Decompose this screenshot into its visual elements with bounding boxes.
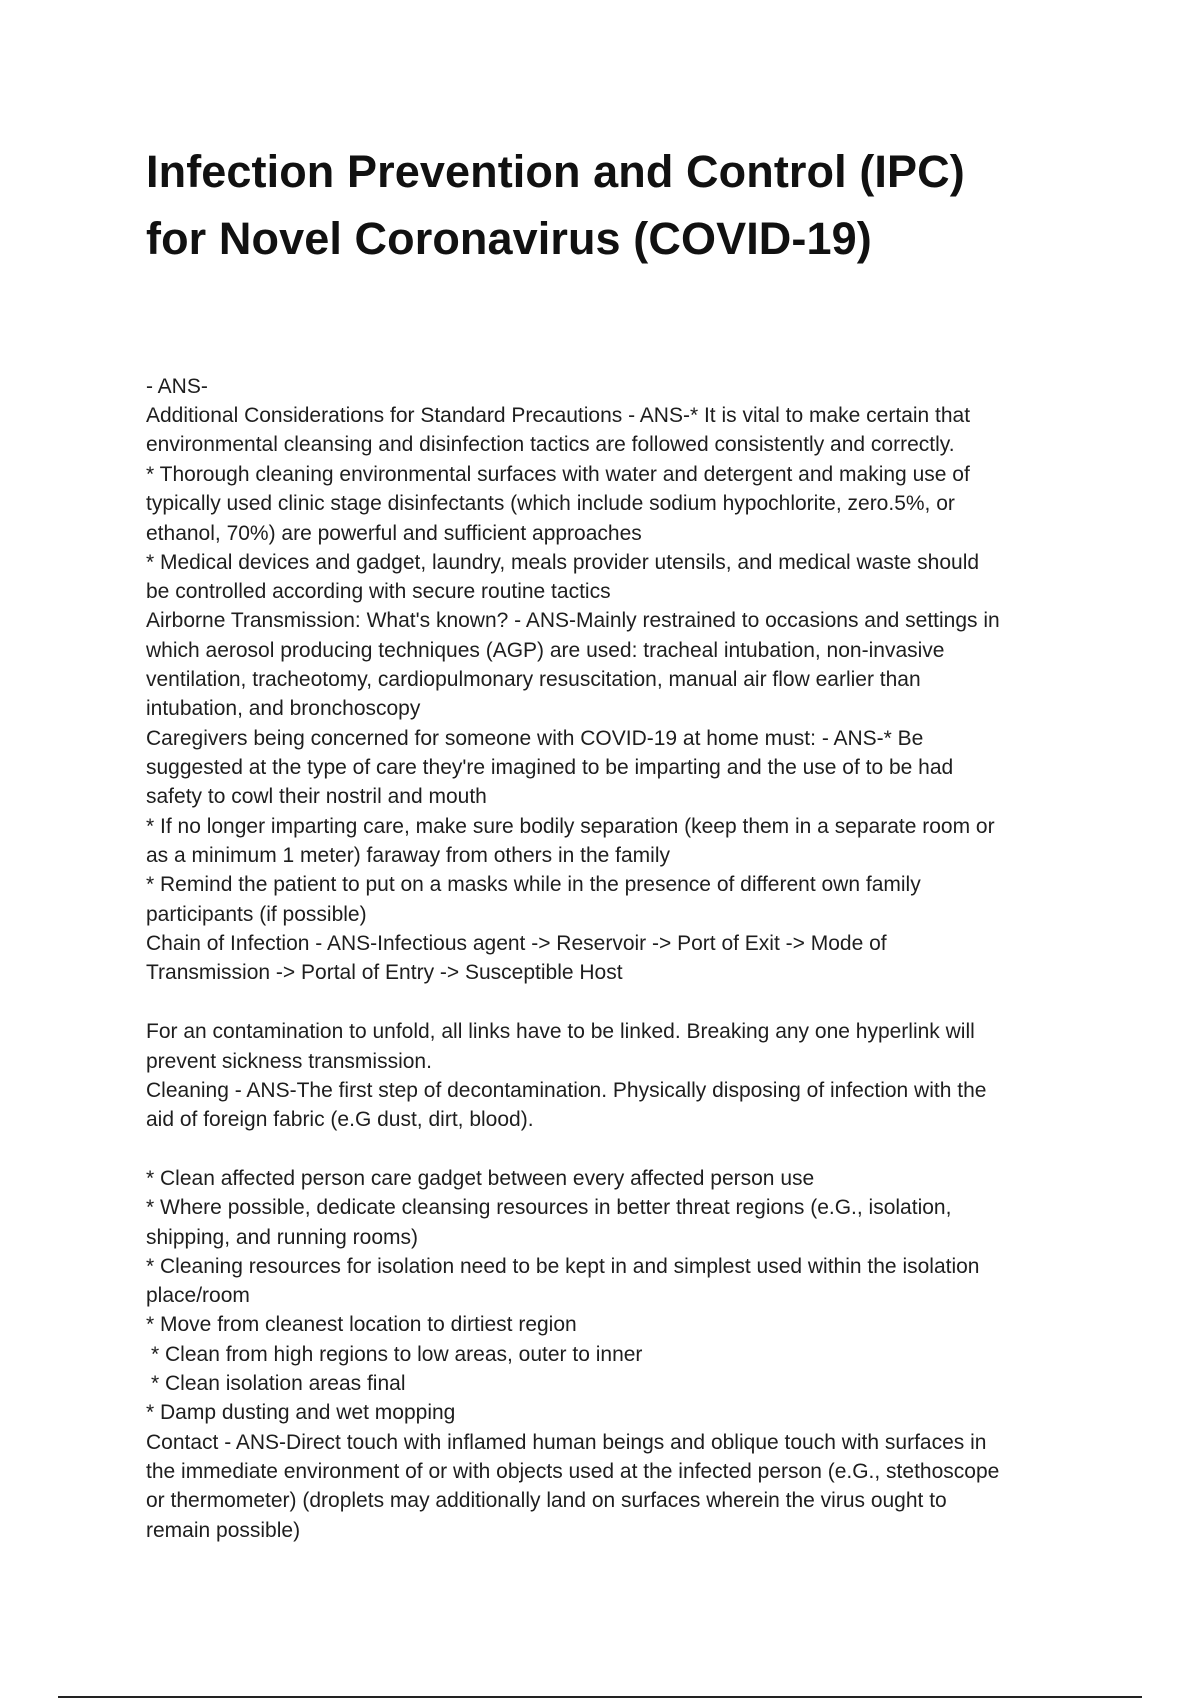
body-line: or thermometer) (droplets may additionally land on surfaces wherein the virus ought to	[146, 1489, 947, 1512]
body-line: * Remind the patient to put on a masks while in the presence of different own family	[146, 873, 921, 896]
footer-divider	[58, 1696, 1142, 1698]
body-line: For an contamination to unfold, all links have to be linked. Breaking any one hyperlink will	[146, 1020, 975, 1043]
body-line: typically used clinic stage disinfectants (which include sodium hypochlorite, zero.5%, or	[146, 492, 955, 515]
body-line: Transmission -> Portal of Entry -> Susceptible Host	[146, 961, 623, 984]
body-line: - ANS-	[146, 375, 208, 398]
body-line: Chain of Infection - ANS-Infectious agent -> Reservoir -> Port of Exit -> Mode of	[146, 932, 887, 955]
body-line: * Where possible, dedicate cleansing resources in better threat regions (e.G., isolation,	[146, 1196, 952, 1219]
body-line: which aerosol producing techniques (AGP) are used: tracheal intubation, non-invasive	[146, 639, 945, 662]
body-line: environmental cleansing and disinfection tactics are followed consistently and correctly.	[146, 433, 955, 456]
body-line: Caregivers being concerned for someone with COVID-19 at home must: - ANS-* Be	[146, 727, 924, 750]
body-line: the immediate environment of or with objects used at the infected person (e.G., stethoscope	[146, 1460, 1000, 1483]
body-line: * Cleaning resources for isolation need to be kept in and simplest used within the isolation	[146, 1255, 980, 1278]
body-line: * If no longer imparting care, make sure bodily separation (keep them in a separate room or	[146, 815, 995, 838]
body-line: remain possible)	[146, 1519, 301, 1542]
body-line: be controlled according with secure routine tactics	[146, 580, 611, 603]
body-line: safety to cowl their nostril and mouth	[146, 785, 487, 808]
body-line: * Move from cleanest location to dirtiest region	[146, 1313, 577, 1336]
body-line: Airborne Transmission: What's known? - ANS-Mainly restrained to occasions and settings in	[146, 609, 1000, 632]
body-line: intubation, and bronchoscopy	[146, 697, 421, 720]
body-line: Contact - ANS-Direct touch with inflamed human beings and oblique touch with surfaces in	[146, 1431, 987, 1454]
body-line: shipping, and running rooms)	[146, 1226, 418, 1249]
body-line: * Clean affected person care gadget between every affected person use	[146, 1167, 815, 1190]
body-line: * Thorough cleaning environmental surfaces with water and detergent and making use of	[146, 463, 970, 486]
body-line: Additional Considerations for Standard Precautions - ANS-* It is vital to make certain that	[146, 404, 971, 427]
body-line: * Clean from high regions to low areas, outer to inner	[151, 1343, 643, 1366]
body-line: participants (if possible)	[146, 903, 367, 926]
body-line: place/room	[146, 1284, 250, 1307]
page-title-line-1: Infection Prevention and Control (IPC)	[146, 146, 965, 197]
body-line: ventilation, tracheotomy, cardiopulmonary resuscitation, manual air flow earlier than	[146, 668, 921, 691]
body-line: Cleaning - ANS-The first step of decontamination. Physically disposing of infection with the	[146, 1079, 987, 1102]
body-line: as a minimum 1 meter) faraway from others in the family	[146, 844, 670, 867]
body-line: prevent sickness transmission.	[146, 1050, 432, 1073]
body-line: * Damp dusting and wet mopping	[146, 1401, 456, 1424]
body-line: * Clean isolation areas final	[151, 1372, 406, 1395]
body-line: aid of foreign fabric (e.G dust, dirt, blood).	[146, 1108, 534, 1131]
page-title-line-2: for Novel Coronavirus (COVID-19)	[146, 213, 872, 264]
body-line: * Medical devices and gadget, laundry, meals provider utensils, and medical waste should	[146, 551, 980, 574]
body-line: ethanol, 70%) are powerful and sufficient approaches	[146, 522, 642, 545]
body-line: suggested at the type of care they're imagined to be imparting and the use of to be had	[146, 756, 954, 779]
